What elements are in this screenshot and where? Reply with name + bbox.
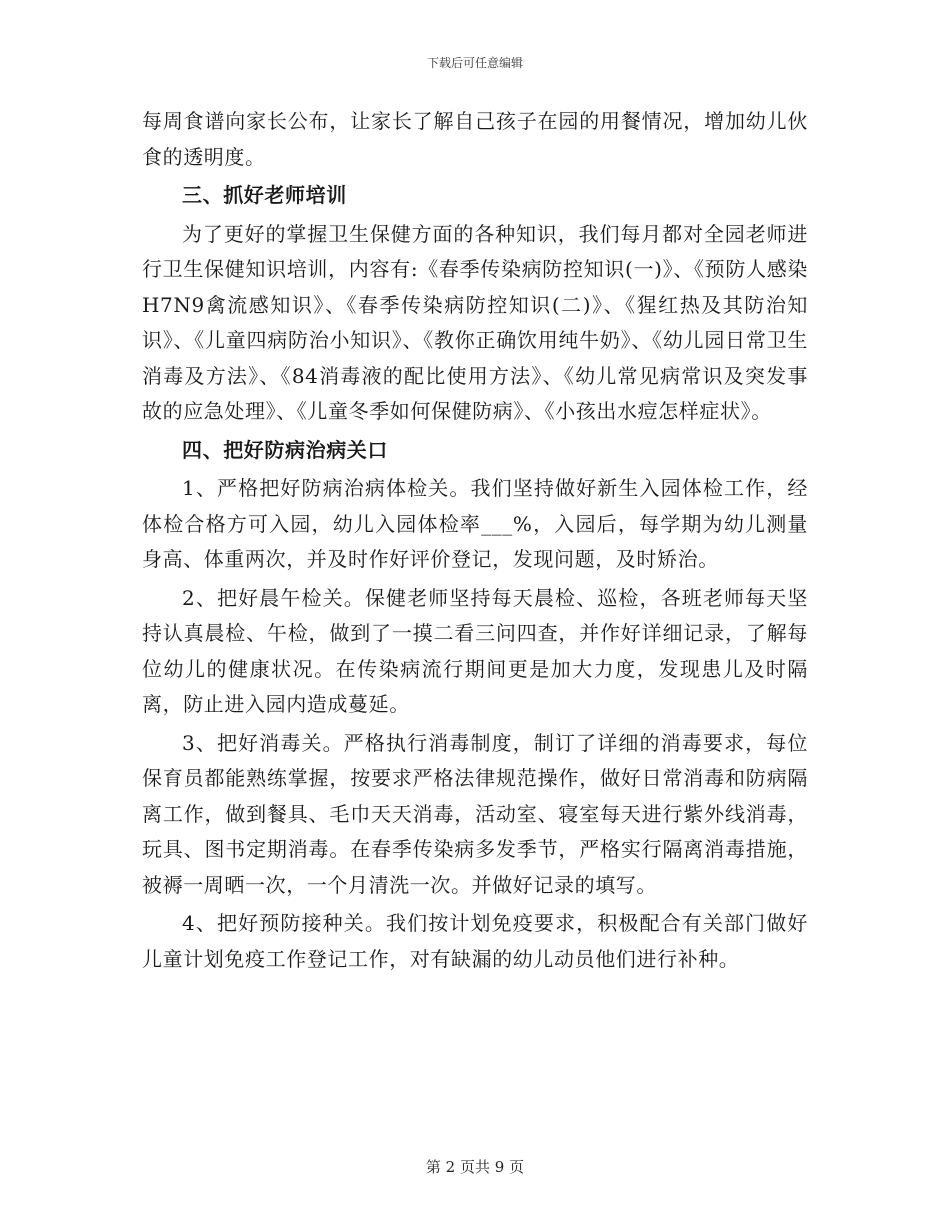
paragraph-morning-check: 2、把好晨午检关。保健老师坚持每天晨检、巡检，各班老师每天坚持认真晨检、午检，做到了一摸二看三问四查，并作好详细记录，了解每位幼儿的健康状况。在传染病流行期间更是加大力度，发现患儿及时隔离，防止进入园内造成蔓延。 [142,585,808,716]
page-header: 下载后可任意编辑 [426,56,523,70]
training-paragraph: 为了更好的掌握卫生保健方面的各种知识，我们每月都对全园老师进行卫生保健知识培训，内容有:《春季传染病防控知识(一)》、《预防人感染H7N9禽流感知识》、《春季传染病防控知识(二)》、《猩红热及其防治知识》、《儿童四病防治小知识》、《教你正确饮用纯牛奶》、《幼儿园日常卫生消毒及方法》、《84消毒液的配比使用方法》、《幼儿常见病常识及突发事故的应急处理》、《儿童冬季如何保健防病》、《小孩出水痘怎样症状》。 [142,221,808,423]
intro-paragraph: 每周食谱向家长公布，让家长了解自己孩子在园的用餐情况，增加幼儿伙食的透明度。 [142,109,808,169]
document-body [142,104,808,977]
section-heading-disease-prevention: 四、把好防病治病关口 [182,437,388,462]
paragraph-health-check: 1、严格把好防病治病体检关。我们坚持做好新生入园体检工作，经体检合格方可入园，幼儿入园体检率___%，入园后，每学期为幼儿测量身高、体重两次，并及时作好评价登记，发现问题，及时矫治。 [142,476,808,571]
page-footer: 第 2 页共 9 页 [425,1158,525,1176]
section-heading-training: 三、抓好老师培训 [182,183,347,207]
paragraph-vaccination: 4、把好预防接种关。我们按计划免疫要求，积极配合有关部门做好儿童计划免疫工作登记工作，对有缺漏的幼儿动员他们进行补种。 [142,911,808,971]
paragraph-disinfection: 3、把好消毒关。严格执行消毒制度，制订了详细的消毒要求，每位保育员都能熟练掌握，按要求严格法律规范操作，做好日常消毒和防病隔离工作，做到餐具、毛巾天天消毒，活动室、寝室每天进行紫外线消毒，玩具、图书定期消毒。在春季传染病多发季节，严格实行隔离消毒措施，被褥一周晒一次，一个月清洗一次。并做好记录的填写。 [142,730,808,897]
